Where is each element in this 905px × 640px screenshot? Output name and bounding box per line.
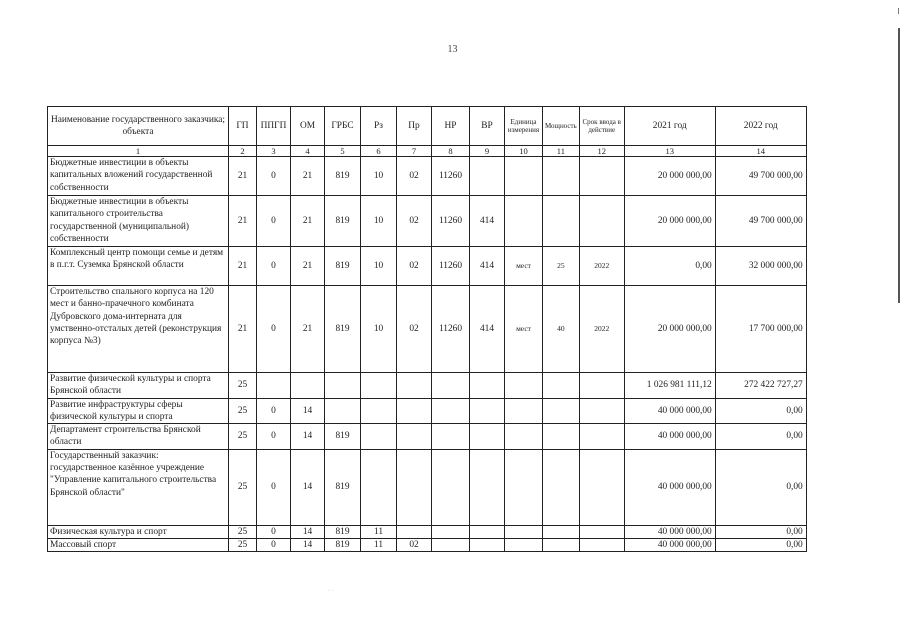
header-nr: НР [432, 107, 470, 146]
cell-name: Бюджетные инвестиции в объекты капитального строительства государственной (муниципальной) собственности [48, 196, 229, 247]
cell-y2022: 272 422 727,27 [715, 373, 806, 399]
cell-pr: 02 [397, 286, 432, 373]
table-row [48, 157, 807, 196]
table-row [48, 398, 807, 424]
cell-grbs [325, 398, 361, 424]
column-number: 5 [325, 146, 361, 157]
column-number: 4 [291, 146, 325, 157]
cell-unit [505, 196, 543, 247]
cell-y2022: 0,00 [715, 424, 806, 450]
table-body [48, 157, 807, 552]
cell-pr [397, 373, 432, 399]
header-2022: 2022 год [715, 107, 806, 146]
cell-unit [505, 525, 543, 538]
cell-y2022: 0,00 [715, 539, 806, 552]
cell-y2022: 32 000 000,00 [715, 247, 806, 286]
cell-gp: 21 [229, 196, 257, 247]
cell-pr [397, 525, 432, 538]
cell-name: Государственный заказчик: государственное казённое учреждение "Управление капитального строительства Брянской области" [48, 449, 229, 525]
cell-nr [432, 398, 470, 424]
cell-vr [470, 449, 505, 525]
cell-name: Строительство спального корпуса на 120 мест и банно-прачечного комбината Дубровского дома-интерната для умственно-отсталых детей (реконструкция корпуса №3) [48, 286, 229, 373]
header-rz: Рз [361, 107, 397, 146]
cell-gp: 25 [229, 449, 257, 525]
cell-vr [470, 373, 505, 399]
cell-name: Физическая культура и спорт [48, 525, 229, 538]
cell-rz: 10 [361, 247, 397, 286]
cell-power [543, 424, 580, 450]
cell-y2022: 0,00 [715, 525, 806, 538]
header-vr: ВР [470, 107, 505, 146]
cell-vr: 414 [470, 196, 505, 247]
cell-y2022: 49 700 000,00 [715, 157, 806, 196]
column-number-row [48, 146, 807, 157]
cell-name: Развитие физической культуры и спорта Брянской области [48, 373, 229, 399]
cell-nr [432, 449, 470, 525]
cell-gp: 25 [229, 373, 257, 399]
cell-term [579, 525, 624, 538]
cell-nr: 11260 [432, 247, 470, 286]
cell-ppgp: 0 [257, 525, 291, 538]
cell-ppgp: 0 [257, 424, 291, 450]
cell-rz [361, 424, 397, 450]
column-number: 6 [361, 146, 397, 157]
cell-term [579, 196, 624, 247]
cell-name: Развитие инфраструктуры сферы физической культуры и спорта [48, 398, 229, 424]
cell-power [543, 373, 580, 399]
cell-pr [397, 449, 432, 525]
column-number: 3 [257, 146, 291, 157]
cell-grbs [325, 373, 361, 399]
cell-vr [470, 424, 505, 450]
cell-vr [470, 525, 505, 538]
cell-vr [470, 539, 505, 552]
cell-unit [505, 373, 543, 399]
cell-vr: 414 [470, 247, 505, 286]
column-number: 2 [229, 146, 257, 157]
cell-rz: 11 [361, 539, 397, 552]
cell-y2021: 40 000 000,00 [624, 398, 715, 424]
cell-om: 21 [291, 196, 325, 247]
cell-om: 14 [291, 525, 325, 538]
cell-term: 2022 [579, 247, 624, 286]
cell-ppgp: 0 [257, 539, 291, 552]
cell-nr [432, 539, 470, 552]
cell-unit [505, 539, 543, 552]
cell-term: 2022 [579, 286, 624, 373]
cell-y2022: 17 700 000,00 [715, 286, 806, 373]
cell-power [543, 449, 580, 525]
cell-term [579, 539, 624, 552]
cell-ppgp: 0 [257, 449, 291, 525]
header-power: Мощность [543, 107, 580, 146]
cell-ppgp: 0 [257, 286, 291, 373]
cell-grbs: 819 [325, 286, 361, 373]
cell-gp: 21 [229, 247, 257, 286]
cell-rz: 11 [361, 525, 397, 538]
cell-power: 40 [543, 286, 580, 373]
cell-y2021: 40 000 000,00 [624, 424, 715, 450]
header-name: Наименование государственного заказчика; объекта [48, 107, 229, 146]
column-number: 1 [48, 146, 229, 157]
cell-y2022: 49 700 000,00 [715, 196, 806, 247]
cell-gp: 25 [229, 539, 257, 552]
cell-unit [505, 424, 543, 450]
cell-nr [432, 373, 470, 399]
header-om: ОМ [291, 107, 325, 146]
cell-y2021: 20 000 000,00 [624, 286, 715, 373]
table-row [48, 449, 807, 525]
column-number: 12 [579, 146, 624, 157]
cell-y2021: 0,00 [624, 247, 715, 286]
page-number: 13 [447, 44, 458, 55]
cell-pr [397, 398, 432, 424]
column-number: 9 [470, 146, 505, 157]
cell-grbs: 819 [325, 157, 361, 196]
column-number: 13 [624, 146, 715, 157]
cell-om: 14 [291, 539, 325, 552]
header-2021: 2021 год [624, 107, 715, 146]
cell-nr [432, 525, 470, 538]
cell-term [579, 398, 624, 424]
table-row [48, 196, 807, 247]
cell-grbs: 819 [325, 424, 361, 450]
cell-nr: 11260 [432, 196, 470, 247]
cell-y2021: 20 000 000,00 [624, 157, 715, 196]
header-unit: Единица измерения [505, 107, 543, 146]
cell-nr: 11260 [432, 286, 470, 373]
cell-power [543, 196, 580, 247]
cell-unit [505, 449, 543, 525]
cell-grbs: 819 [325, 539, 361, 552]
column-number: 7 [397, 146, 432, 157]
edge-mark-dot [898, 8, 899, 14]
cell-grbs: 819 [325, 449, 361, 525]
cell-name: Бюджетные инвестиции в объекты капитальных вложений государственной собственности [48, 157, 229, 196]
table-row [48, 373, 807, 399]
cell-om: 21 [291, 286, 325, 373]
cell-rz: 10 [361, 196, 397, 247]
table-row [48, 286, 807, 373]
cell-y2021: 20 000 000,00 [624, 196, 715, 247]
table-row [48, 247, 807, 286]
cell-ppgp: 0 [257, 157, 291, 196]
cell-om: 21 [291, 247, 325, 286]
header-ppgp: ППГП [257, 107, 291, 146]
page-edge-line [898, 28, 900, 303]
column-number: 10 [505, 146, 543, 157]
cell-vr: 414 [470, 286, 505, 373]
column-number: 11 [543, 146, 580, 157]
cell-pr: 02 [397, 247, 432, 286]
cell-rz [361, 449, 397, 525]
cell-term [579, 424, 624, 450]
cell-pr: 02 [397, 539, 432, 552]
cell-rz: 10 [361, 157, 397, 196]
cell-unit: мест [505, 247, 543, 286]
cell-om: 14 [291, 398, 325, 424]
cell-name: Комплексный центр помощи семье и детям в п.г.т. Суземка Брянской области [48, 247, 229, 286]
header-term: Срок ввода в действие [579, 107, 624, 146]
cell-grbs: 819 [325, 247, 361, 286]
cell-power [543, 539, 580, 552]
cell-power [543, 398, 580, 424]
cell-ppgp [257, 373, 291, 399]
cell-grbs: 819 [325, 196, 361, 247]
table-row [48, 424, 807, 450]
cell-om [291, 373, 325, 399]
cell-gp: 25 [229, 525, 257, 538]
cell-om: 14 [291, 449, 325, 525]
cell-nr [432, 424, 470, 450]
cell-rz: 10 [361, 286, 397, 373]
cell-gp: 25 [229, 424, 257, 450]
cell-ppgp: 0 [257, 196, 291, 247]
header-pr: Пр [397, 107, 432, 146]
cell-grbs: 819 [325, 525, 361, 538]
cell-unit [505, 157, 543, 196]
scan-speck: · · [328, 588, 334, 594]
cell-term [579, 449, 624, 525]
cell-y2021: 40 000 000,00 [624, 539, 715, 552]
header-grbs: ГРБС [325, 107, 361, 146]
header-gp: ГП [229, 107, 257, 146]
cell-unit: мест [505, 286, 543, 373]
budget-table [47, 106, 807, 552]
cell-vr [470, 398, 505, 424]
cell-om: 21 [291, 157, 325, 196]
cell-pr: 02 [397, 157, 432, 196]
cell-om: 14 [291, 424, 325, 450]
cell-rz [361, 398, 397, 424]
cell-pr: 02 [397, 196, 432, 247]
cell-gp: 25 [229, 398, 257, 424]
column-number: 8 [432, 146, 470, 157]
cell-term [579, 373, 624, 399]
cell-gp: 21 [229, 157, 257, 196]
cell-y2021: 40 000 000,00 [624, 449, 715, 525]
table-header-row [48, 107, 807, 146]
cell-vr [470, 157, 505, 196]
cell-unit [505, 398, 543, 424]
cell-ppgp: 0 [257, 398, 291, 424]
cell-power [543, 157, 580, 196]
cell-ppgp: 0 [257, 247, 291, 286]
cell-name: Массовый спорт [48, 539, 229, 552]
cell-term [579, 157, 624, 196]
column-number: 14 [715, 146, 806, 157]
cell-power [543, 525, 580, 538]
cell-rz [361, 373, 397, 399]
cell-pr [397, 424, 432, 450]
cell-y2021: 40 000 000,00 [624, 525, 715, 538]
cell-name: Департамент строительства Брянской области [48, 424, 229, 450]
table-row [48, 525, 807, 538]
cell-y2022: 0,00 [715, 449, 806, 525]
cell-y2021: 1 026 981 111,12 [624, 373, 715, 399]
cell-y2022: 0,00 [715, 398, 806, 424]
cell-gp: 21 [229, 286, 257, 373]
cell-power: 25 [543, 247, 580, 286]
cell-nr: 11260 [432, 157, 470, 196]
table-row [48, 539, 807, 552]
